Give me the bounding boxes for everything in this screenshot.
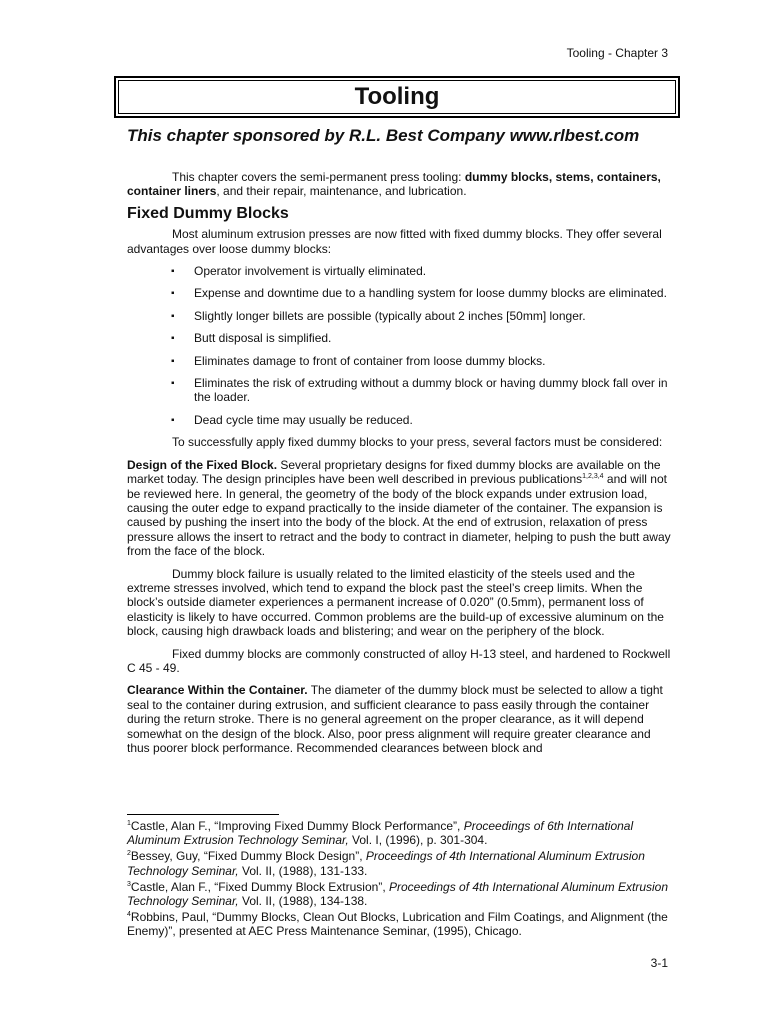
page-number: 3-1 — [650, 956, 668, 970]
footnotes — [127, 814, 672, 941]
footnote-number: 4 — [127, 911, 131, 919]
intro-text-end: , and their repair, maintenance, and lubrication. — [216, 184, 467, 199]
intro-text: This chapter covers the semi-permanent press tooling: — [172, 170, 465, 184]
advantages-paragraph: Most aluminum extrusion presses are now fitted with fixed dummy blocks. They offer several advantages over loose dummy blocks: — [127, 227, 662, 256]
body-content — [127, 170, 672, 763]
title-box — [114, 76, 680, 118]
design-text: Several proprietary designs for fixed dummy blocks are available on the market today. The design principles have been well described in previous publications — [127, 457, 661, 487]
list-item: ▪ Expense and downtime due to a handling system for loose dummy blocks are eliminated. — [127, 286, 672, 300]
footnote-italic: Proceedings of 4th International Aluminum Extrusion Technology Seminar, — [127, 879, 669, 909]
footnote-number: 2 — [127, 850, 131, 858]
failure-paragraph: Dummy block failure is usually related to the limited elasticity of the steels used and the extreme stresses involved, which tend to expand the block past the steel’s creep limits. When the block’s outside diameter experiences a permanent increase of 0.020” (0.5mm), permanent loss of elasticity is likely to have occurred. Common problems are the build-up of excessive aluminum on the block, causing high drawback loads and blistering; and wear on the periphery of the block. — [127, 566, 664, 639]
footnote-refs: 1,2,3,4 — [582, 473, 604, 481]
list-item: ▪ Operator involvement is virtually eliminated. — [127, 264, 672, 278]
design-paragraph — [127, 458, 672, 559]
footnote — [127, 849, 672, 877]
design-text-cont: and will not be reviewed here. In general, the geometry of the body of the block expands under extrusion load, causing the outer edge to expand practically to the inside diameter of the container. The expansion is caused by pushing the insert into the body of the block. At the end of extrusion, relaxation of press pressure allows the insert to retract and the body to contract in diameter, helping to push the butt away from the face of the block. — [127, 472, 671, 559]
running-header: Tooling - Chapter 3 — [566, 46, 668, 60]
list-item: ▪ Eliminates the risk of extruding without a dummy block or having dummy block fall over in the loader. — [127, 376, 672, 405]
footnote — [127, 910, 672, 938]
footnote-text: Bessey, Guy, “Fixed Dummy Block Design”, — [130, 849, 366, 864]
clearance-text: The diameter of the dummy block must be selected to allow a tight seal to the container during extrusion, and sufficient clearance to pass easily through the container during the return stroke. There is no general agreement on the proper clearance, as it will depend somewhat on the design of the block. Also, poor press alignment will require greater clearance and thus poorer block performance. Recommended clearances between block and — [127, 683, 663, 755]
factors-paragraph: To successfully apply fixed dummy blocks to your press, several factors must be considered: — [172, 435, 663, 450]
list-item: ▪ Butt disposal is simplified. — [127, 331, 672, 345]
footnote-text-end: Vol. II, (1988), 131-133. — [238, 863, 368, 878]
footnote-number: 3 — [127, 880, 131, 888]
footnote-text: Robbins, Paul, “Dummy Blocks, Clean Out Blocks, Lubrication and Film Coatings, and Alignment (the Enemy)”, presented at AEC Press Maintenance Seminar, (1995), Chicago. — [127, 910, 668, 939]
footnote-number: 1 — [127, 820, 131, 827]
footnote-italic: Proceedings of 6th International Aluminum Extrusion Technology Seminar, — [127, 819, 634, 848]
clearance-paragraph — [127, 683, 672, 755]
advantages-list — [127, 264, 672, 427]
footnote — [127, 880, 672, 908]
list-item: ▪ Dead cycle time may usually be reduced. — [127, 413, 672, 427]
footnote-divider — [127, 814, 279, 815]
footnote — [127, 819, 672, 847]
material-paragraph: Fixed dummy blocks are commonly constructed of alloy H-13 steel, and hardened to Rockwell C 45 - 49. — [127, 646, 671, 675]
footnote-text: Castle, Alan F., “Improving Fixed Dummy Block Performance”, — [130, 819, 464, 833]
footnote-text-end: Vol. II, (1988), 134-138. — [238, 894, 368, 909]
list-item: ▪ Eliminates damage to front of container from loose dummy blocks. — [127, 354, 672, 368]
sponsor-line: This chapter sponsored by R.L. Best Company www.rlbest.com — [127, 126, 640, 145]
chapter-title: Tooling — [118, 80, 676, 114]
section-heading: Fixed Dummy Blocks — [127, 204, 289, 222]
intro-bold-terms: dummy blocks, stems, containers, container liners — [127, 170, 661, 199]
footnote-text: Castle, Alan F., “Fixed Dummy Block Extrusion”, — [130, 879, 389, 894]
intro-paragraph — [127, 170, 672, 199]
list-item: ▪ Slightly longer billets are possible (typically about 2 inches [50mm] longer. — [127, 309, 672, 323]
clearance-heading: Clearance Within the Container. — [127, 683, 308, 698]
design-heading: Design of the Fixed Block. — [127, 457, 278, 472]
footnote-text-end: Vol. I, (1996), p. 301-304. — [348, 833, 488, 848]
footnote-italic: Proceedings of 4th International Aluminum Extrusion Technology Seminar, — [127, 849, 645, 878]
